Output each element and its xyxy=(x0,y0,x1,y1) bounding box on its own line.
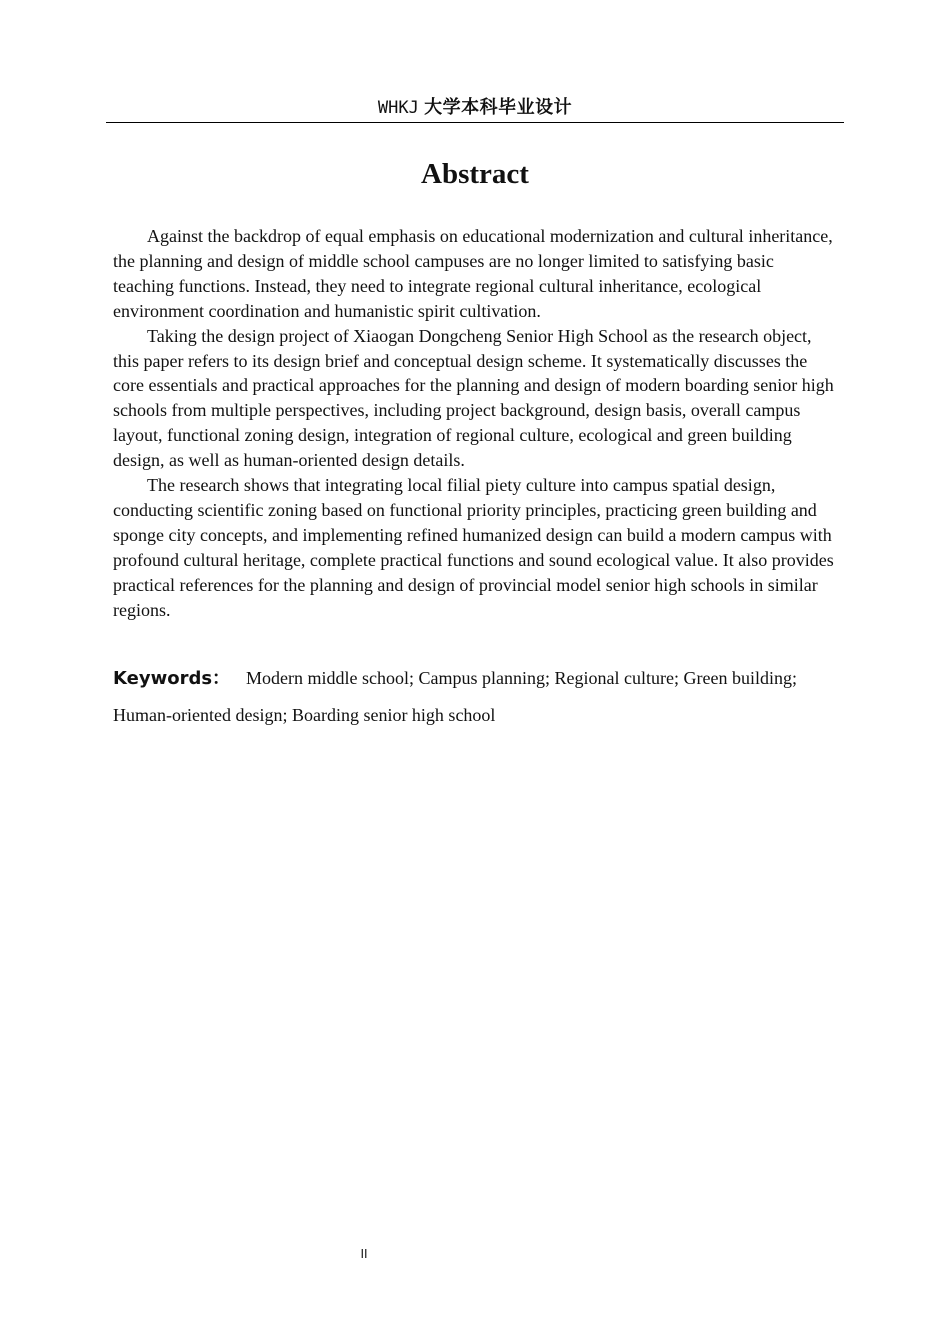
keywords-text: Modern middle school; Campus planning; Regional culture; Green building; Human-oriented design; Boarding senior high school xyxy=(113,668,797,725)
header-title: 大学本科毕业设计 xyxy=(424,97,573,118)
header-rule xyxy=(106,122,844,123)
keywords-block xyxy=(113,660,837,733)
keywords-label: Keywords： xyxy=(113,668,231,689)
abstract-paragraph-3: The research shows that integrating local filial piety culture into campus spatial design, conducting scientific zoning based on functional priority principles, practicing green building and sponge city concepts, and implementing refined humanized design can build a modern campus with profound cultural heritage, complete practical functions and sound ecological value. It also provides practical references for the planning and design of provincial model senior high schools in similar regions. xyxy=(113,475,834,620)
running-header xyxy=(106,94,844,122)
header-prefix: WHKJ xyxy=(377,98,419,118)
abstract-title: Abstract xyxy=(421,158,529,190)
page-number: II xyxy=(360,1247,368,1261)
abstract-paragraph-1: Against the backdrop of equal emphasis on educational modernization and cultural inheritance, the planning and design of middle school campuses are no longer limited to satisfying basic teaching functions. Instead, they need to integrate regional cultural inheritance, ecological environment coordination and humanistic spirit cultivation. xyxy=(113,226,833,321)
abstract-paragraph-2: Taking the design project of Xiaogan Dongcheng Senior High School as the research object, this paper refers to its design brief and conceptual design scheme. It systematically discusses the core essentials and practical approaches for the planning and design of modern boarding senior high schools from multiple perspectives, including project background, design basis, overall campus layout, functional zoning design, integration of regional culture, ecological and green building design, as well as human-oriented design details. xyxy=(113,325,834,471)
abstract-body xyxy=(113,224,837,623)
